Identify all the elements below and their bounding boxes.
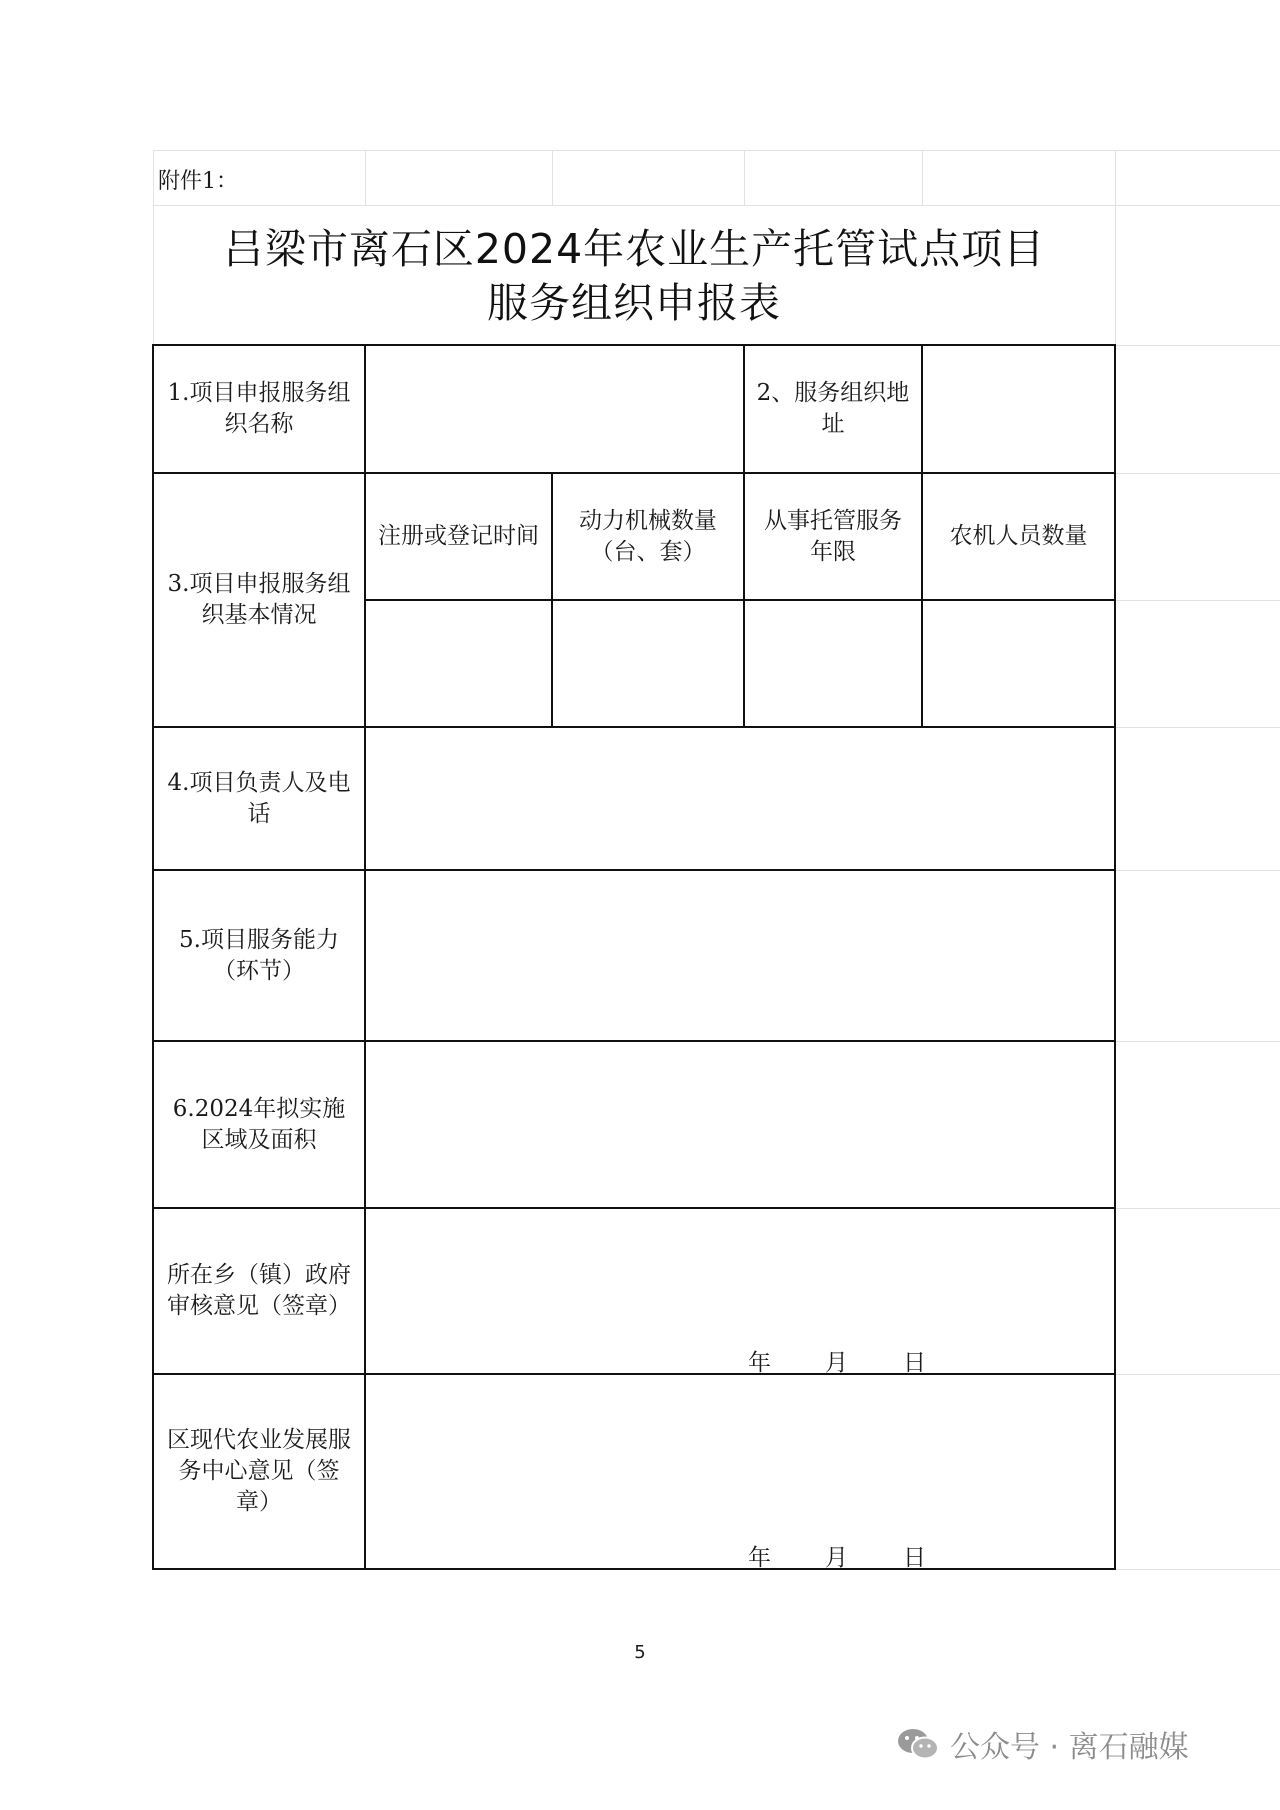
district-date-month: 月 [825,1545,848,1571]
district-center-review-label: 区现代农业发展服务中心意见（签章） [167,1427,351,1515]
machinery-staff-count-field[interactable] [923,601,1114,726]
district-date-day: 日 [903,1545,926,1571]
attachment-label: 附件1： [158,169,238,194]
form-title-line1: 吕梁市离石区2024年农业生产托管试点项目 [222,225,1046,273]
project-org-name-label: 1.项目申报服务组织名称 [167,380,351,437]
service-capability-label: 5.项目服务能力（环节） [179,926,339,984]
project-org-name-field[interactable] [366,346,743,472]
form-title-line2: 服务组织申报表 [487,279,781,327]
power-machinery-count-header: 动力机械数量（台、套） [579,507,717,565]
district-center-review-field[interactable] [366,1375,1114,1568]
project-lead-phone-label: 4.项目负责人及电话 [167,769,351,827]
district-date-year: 年 [748,1545,771,1571]
township-review-label: 所在乡（镇）政府审核意见（签章） [167,1262,351,1319]
service-capability-field[interactable] [366,871,1114,1040]
project-lead-phone-field[interactable] [366,728,1114,869]
area-and-size-label: 6.2024年拟实施区域及面积 [172,1095,346,1153]
township-date-day: 日 [903,1350,926,1376]
org-basic-info-label: 3.项目申报服务组织基本情况 [167,571,351,628]
wechat-icon [896,1726,940,1762]
registration-time-field[interactable] [366,601,551,726]
power-machinery-count-field[interactable] [553,601,743,726]
area-and-size-field[interactable] [366,1042,1114,1207]
machinery-staff-count-header: 农机人员数量 [949,523,1088,549]
township-review-field[interactable] [366,1209,1114,1373]
service-years-header: 从事托管服务年限 [764,507,902,565]
township-date-month: 月 [825,1350,848,1376]
org-address-label: 2、服务组织地址 [756,380,910,437]
page-number: 5 [634,1642,646,1663]
registration-time-header: 注册或登记时间 [378,523,539,549]
wechat-watermark [896,1722,1189,1766]
service-years-field[interactable] [745,601,921,726]
township-date-year: 年 [748,1350,771,1376]
org-address-field[interactable] [923,346,1114,472]
watermark-text: 公众号 · 离石融媒 [950,1730,1189,1765]
